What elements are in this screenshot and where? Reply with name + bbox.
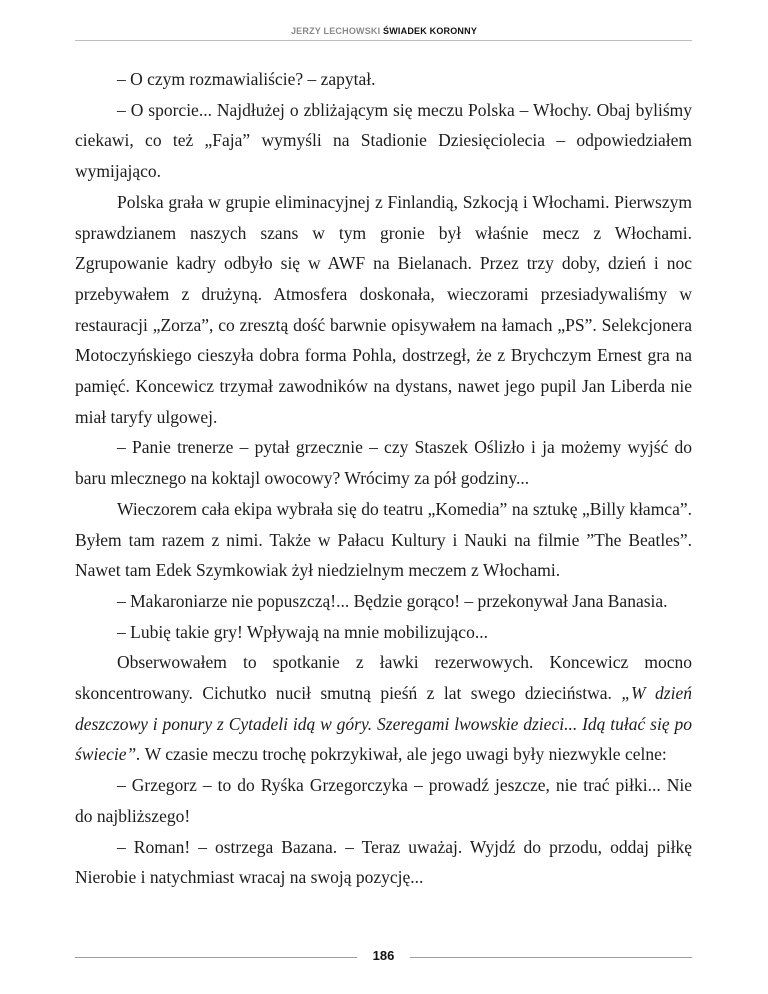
footer-divider-left xyxy=(75,957,357,958)
paragraph-3: Polska grała w grupie eliminacyjnej z Finlandią, Szkocją i Włochami. Pierwszym sprawdzianem naszych szans w tym gronie był właśnie mecz z Włochami. Zgrupowanie kadry odbyło się w AWF na Bielanach. Przez trzy doby, dzień i noc przebywałem z drużyną. Atmosfera doskonała, wieczorami przesiadywaliśmy w restauracji „Zorza”, co zresztą dość barwnie opisywałem na łamach „PS”. Selekcjonera Motoczyńskiego cieszyła dobra forma Pohla, dostrzegł, że z Brychczym Ernest gra na pamięć. Koncewicz trzymał zawodników na dystans, nawet jego pupil Jan Liberda nie miał taryfy ulgowej. xyxy=(75,191,692,427)
page-number: 186 xyxy=(372,948,395,963)
paragraph-8-text-a: Obserwowałem to spotkanie z ławki rezerwowych. Koncewicz mocno skoncentrowany. Cichutko nucił smutną pieśń z lat swego dzieciństwa. xyxy=(75,652,692,704)
running-header xyxy=(0,26,768,36)
paragraph-4: – Panie trenerze – pytał grzecznie – czy Staszek Oślizło i ja możemy wyjść do baru mlecznego na koktajl owocowy? Wrócimy za pół godziny... xyxy=(75,437,692,489)
header-book-title: ŚWIADEK KORONNY xyxy=(383,26,478,36)
paragraph-2: – O sporcie... Najdłużej o zbliżającym się meczu Polska – Włochy. Obaj byliśmy ciekawi, co też „Faja” wymyśli na Stadionie Dziesięciolecia – odpowiedziałem wymijająco. xyxy=(75,99,692,182)
paragraph-5: Wieczorem cała ekipa wybrała się do teatru „Komedia” na sztukę „Billy kłamca”. Byłem tam razem z nimi. Także w Pałacu Kultury i Nauki na filmie ”The Beatles”. Nawet tam Edek Szymkowiak żył niedzielnym meczem z Włochami. xyxy=(75,498,692,581)
song-quote: „W dzień deszczowy i ponury z Cytadeli idą w góry. Szeregami lwowskie dzieci... Idą tułać się po świecie”. xyxy=(75,683,692,765)
paragraph-1: – O czym rozmawialiście? – zapytał. xyxy=(117,69,376,89)
body-text xyxy=(75,64,692,893)
paragraph-9: – Grzegorz – to do Ryśka Grzegorczyka – prowadź jeszcze, nie trać piłki... Nie do najbliższego! xyxy=(75,775,692,826)
paragraph-10: – Roman! – ostrzega Bazana. – Teraz uważaj. Wyjdź do przodu, oddaj piłkę Nierobie i natychmiast wracaj na swoją pozycję... xyxy=(75,836,692,888)
header-divider xyxy=(75,40,692,41)
paragraph-8-text-b: W czasie meczu trochę pokrzykiwał, ale jego uwagi były niezwykle celne: xyxy=(144,744,667,765)
header-author: JERZY LECHOWSKI xyxy=(290,26,381,36)
paragraph-8 xyxy=(75,647,692,770)
footer-divider-right xyxy=(410,957,692,958)
paragraph-7: – Lubię takie gry! Wpływają na mnie mobilizująco... xyxy=(117,621,488,642)
paragraph-6: – Makaroniarze nie popuszczą!... Będzie gorąco! – przekonywał Jana Banasia. xyxy=(117,590,668,611)
